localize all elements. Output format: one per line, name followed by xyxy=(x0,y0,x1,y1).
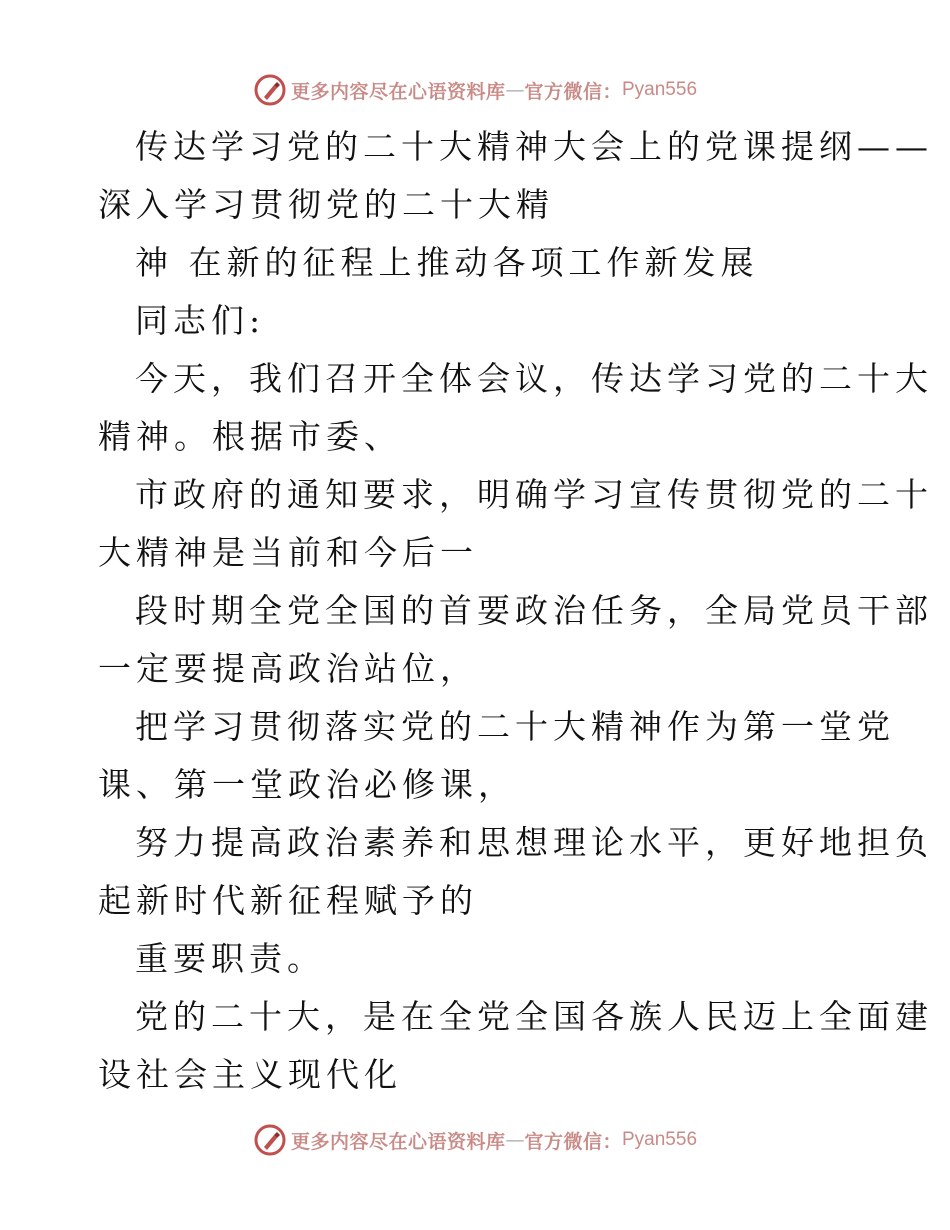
document-body xyxy=(98,118,933,1104)
text-line: 把学习贯彻落实党的二十大精神作为第一堂党 xyxy=(135,707,895,746)
text-line: 课、第一堂政治必修课， xyxy=(98,765,516,804)
watermark-separator: — xyxy=(505,1129,525,1151)
text-line: 神 在新的征程上推动各项工作新发展 xyxy=(135,243,759,282)
text-line: 今天，我们召开全体会议，传达学习党的二十大 xyxy=(135,359,933,398)
text-line: 起新时代新征程赋予的 xyxy=(98,881,478,920)
watermark-wechat-label: 官方微信： xyxy=(524,80,622,103)
text-line: 段时期全党全国的首要政治任务，全局党员干部 xyxy=(135,591,933,630)
text-line: 设社会主义现代化 xyxy=(98,1055,402,1094)
text-line: 精神。根据市委、 xyxy=(98,417,402,456)
text-line: 深入学习贯彻党的二十大精 xyxy=(98,185,554,224)
text-line: 同志们: xyxy=(135,301,266,340)
watermark-brand-text: 更多内容尽在心语资料库 xyxy=(290,80,506,103)
text-line: 传达学习党的二十大精神大会上的党课提纲—— xyxy=(135,127,933,166)
header-watermark xyxy=(0,70,950,110)
watermark-wechat-label: 官方微信： xyxy=(524,1130,622,1153)
text-line: 市政府的通知要求，明确学习宣传贯彻党的二十 xyxy=(135,475,933,514)
watermark-wechat-id: Pyan556 xyxy=(622,79,698,100)
footer-watermark xyxy=(0,1120,950,1160)
text-line: 大精神是当前和今后一 xyxy=(98,533,478,572)
pen-logo-icon xyxy=(253,73,287,107)
text-line: 重要职责。 xyxy=(135,939,325,978)
watermark-brand-text: 更多内容尽在心语资料库 xyxy=(290,1130,506,1153)
text-line: 努力提高政治素养和思想理论水平，更好地担负 xyxy=(135,823,933,862)
text-line: 一定要提高政治站位， xyxy=(98,649,478,688)
text-line: 党的二十大，是在全党全国各族人民迈上全面建 xyxy=(135,997,933,1036)
pen-logo-icon xyxy=(253,1123,287,1157)
watermark-wechat-id: Pyan556 xyxy=(622,1129,698,1150)
watermark-separator: — xyxy=(505,79,525,101)
